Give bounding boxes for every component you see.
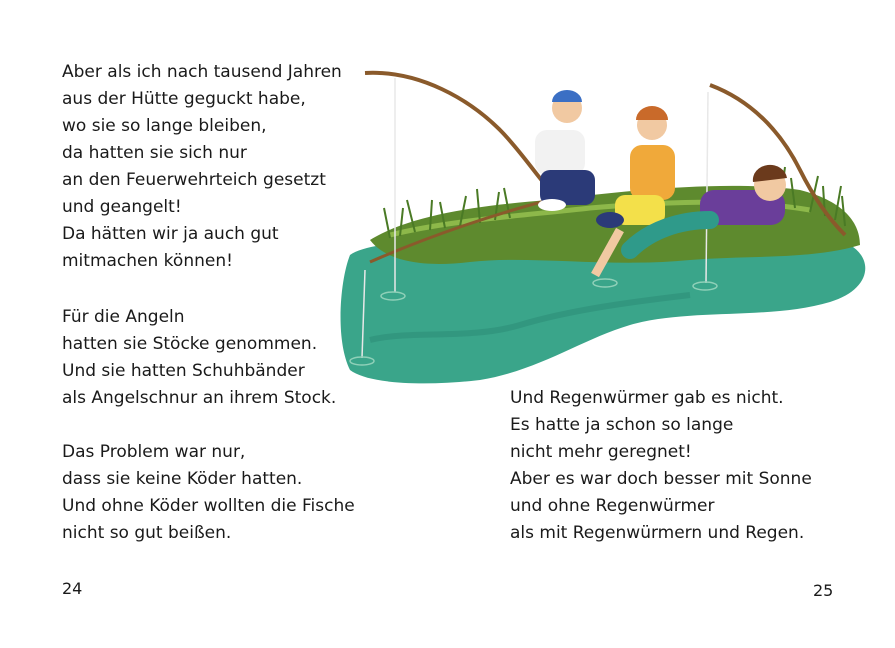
text-line: Da hätten wir ja auch gut: [62, 224, 279, 244]
text-block: [510, 385, 812, 547]
text-line: dass sie keine Köder hatten.: [62, 469, 303, 489]
text-line: nicht mehr geregnet!: [510, 442, 692, 462]
text-line: mitmachen können!: [62, 251, 233, 271]
text-line: Aber als ich nach tausend Jahren: [62, 62, 342, 82]
text-line: aus der Hütte geguckt habe,: [62, 89, 306, 109]
text-line: hatten sie Stöcke genommen.: [62, 334, 318, 354]
page-number-right: 25: [813, 581, 834, 600]
text-block: [62, 59, 342, 275]
text-line: wo sie so lange bleiben,: [62, 116, 267, 136]
text-line: da hatten sie sich nur: [62, 143, 247, 163]
text-line: Aber es war doch besser mit Sonne: [510, 469, 812, 489]
text-block: [62, 439, 355, 547]
text-line: und ohne Regenwürmer: [510, 496, 715, 516]
text-line: Das Problem war nur,: [62, 442, 246, 462]
text-line: Und Regenwürmer gab es nicht.: [510, 388, 784, 408]
text-line: und geangelt!: [62, 197, 182, 217]
text-line: Für die Angeln: [62, 307, 185, 327]
text-block: [62, 304, 336, 412]
page-number-left: 24: [62, 579, 83, 598]
text-line: als mit Regenwürmern und Regen.: [510, 523, 805, 543]
child-with-cap: [535, 90, 595, 211]
text-line: als Angelschnur an ihrem Stock.: [62, 388, 337, 408]
text-line: nicht so gut beißen.: [62, 523, 232, 543]
text-line: Und ohne Köder wollten die Fische: [62, 496, 355, 516]
text-line: Und sie hatten Schuhbänder: [62, 361, 305, 381]
fishing-stick: [365, 73, 550, 190]
text-line: Es hatte ja schon so lange: [510, 415, 734, 435]
fishing-illustration: [330, 40, 890, 390]
text-line: an den Feuerwehrteich gesetzt: [62, 170, 326, 190]
